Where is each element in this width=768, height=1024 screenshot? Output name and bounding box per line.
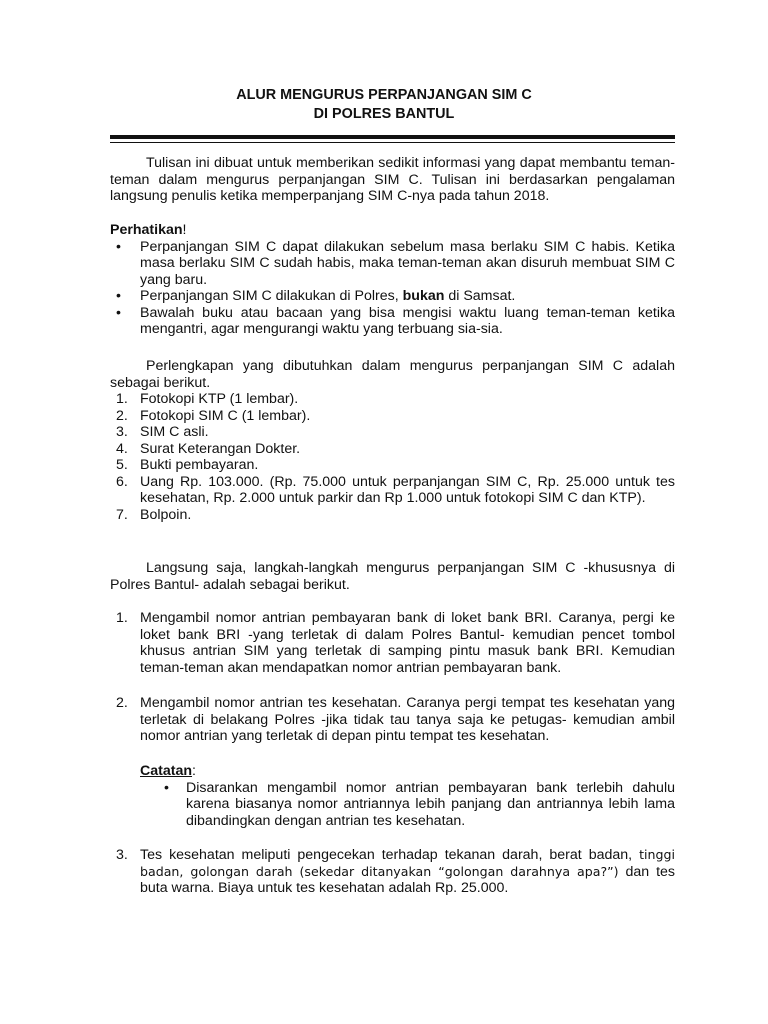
item-number: 5.	[116, 457, 128, 473]
step-text: Mengambil nomor antrian pembayaran bank di loket bank BRI. Caranya, pergi ke loket bank BRI -yang terletak di dalam Polres Bantul- kemudian pencet tombol khusus antrian SIM yang terletak di samping pintu masuk bank BRI. Kemudian teman-teman akan mendapatkan nomor antrian pembayaran bank.	[140, 610, 675, 676]
langkah-step-3	[110, 847, 675, 897]
item-number: 2.	[116, 407, 128, 424]
title-line-2: DI POLRES BANTUL	[313, 106, 455, 122]
item-number: 1.	[116, 391, 128, 407]
item-text: Bolpoin.	[140, 506, 192, 523]
perhatikan-heading: Perhatikan	[110, 222, 183, 238]
perhatikan-item-text: Bawalah buku atau bacaan yang bisa mengisi waktu luang teman-teman ketika mengantri, agar mengurangi waktu yang terbuang sia-sia.	[140, 304, 675, 337]
item-text: Fotokopi KTP (1 lembar).	[140, 391, 299, 407]
langkah-intro: Langsung saja, langkah-langkah mengurus perpanjangan SIM C -khususnya di Polres Bantul- adalah sebagai berikut.	[110, 560, 675, 593]
langkah-step-2	[110, 695, 675, 745]
step-text: Mengambil nomor antrian tes kesehatan. Caranya pergi tempat tes kesehatan yang terletak di belakang Polres -jika tidak tau tanya saja ke petugas- kemudian ambil nomor antrian yang terletak di depan pintu tempat tes kesehatan.	[140, 695, 675, 744]
bullet-icon: •	[116, 238, 121, 255]
catatan-heading-line	[110, 763, 675, 780]
perhatikan-item-2	[110, 288, 675, 305]
langkah-intro-section	[110, 560, 675, 593]
perlengkapan-item	[110, 507, 675, 524]
title-rule-thin	[110, 142, 675, 143]
perhatikan-item-text: Perpanjangan SIM C dilakukan di Polres, bukan di Samsat.	[140, 288, 516, 304]
perlengkapan-item	[110, 408, 675, 425]
perlengkapan-item	[110, 457, 675, 474]
emphasis-bukan: bukan	[402, 288, 445, 304]
perlengkapan-section	[110, 358, 675, 523]
perlengkapan-item	[110, 441, 675, 458]
catatan-section	[110, 763, 675, 829]
item-text: Surat Keterangan Dokter.	[140, 440, 301, 457]
bullet-icon: •	[116, 288, 121, 304]
intro-paragraph: Tulisan ini dibuat untuk memberikan sedikit informasi yang dapat membantu teman-teman dalam mengurus perpanjangan SIM C. Tulisan ini berdasarkan pengalaman langsung penulis ketika memperpanjang SIM C-nya pada tahun 2018.	[110, 155, 675, 204]
item-number: 7.	[116, 506, 128, 523]
perhatikan-item-1	[110, 239, 675, 289]
step-number: 1.	[116, 610, 128, 626]
perhatikan-item-text: Perpanjangan SIM C dapat dilakukan sebelum masa berlaku SIM C habis. Ketika masa berlaku SIM C sudah habis, maka teman-teman akan disuruh membuat SIM C yang baru.	[140, 238, 675, 288]
catatan-punct: :	[192, 763, 196, 779]
item-text: Fotokopi SIM C (1 lembar).	[140, 407, 311, 424]
step-number: 3.	[116, 847, 128, 863]
step-number: 2.	[116, 695, 128, 711]
catatan-item	[110, 780, 675, 830]
intro-section	[110, 155, 675, 205]
perhatikan-item-3	[110, 305, 675, 338]
title-rule-thick	[110, 135, 675, 139]
item-number: 6.	[116, 473, 128, 490]
item-text: SIM C asli.	[140, 424, 209, 440]
perhatikan-punct: !	[182, 222, 187, 238]
bullet-icon: •	[164, 779, 169, 796]
langkah-step-1	[110, 610, 675, 676]
catatan-heading: Catatan	[140, 763, 193, 779]
item-text: Bukti pembayaran.	[140, 457, 259, 473]
perlengkapan-intro: Perlengkapan yang dibutuhkan dalam mengurus perpanjangan SIM C adalah sebagai berikut.	[110, 358, 675, 391]
item-text: Uang Rp. 103.000. (Rp. 75.000 untuk perpanjangan SIM C, Rp. 25.000 untuk tes kesehatan, Rp. 2.000 untuk parkir dan Rp 1.000 untuk fotokopi SIM C dan KTP).	[140, 473, 675, 506]
perlengkapan-item	[110, 474, 675, 507]
catatan-item-text: Disarankan mengambil nomor antrian pembayaran bank terlebih dahulu karena biasanya nomor antriannya lebih panjang dan antriannya lebih lama dibandingkan dengan antrian tes kesehatan.	[186, 779, 675, 829]
perlengkapan-item	[110, 424, 675, 441]
step-text: Tes kesehatan meliputi pengecekan terhadap tekanan darah, berat badan, tinggi badan, golongan darah (sekedar ditanyakan “golongan darahnya apa?”) dan tes buta warna. Biaya untuk tes kesehatan adalah Rp. 25.000.	[140, 847, 676, 896]
perhatikan-section	[110, 222, 675, 338]
bullet-icon: •	[116, 304, 121, 321]
step-text-alt-font: tinggi badan, golongan darah (sekedar ditanyakan “golongan darahnya apa?”)	[140, 847, 675, 879]
perlengkapan-item	[110, 391, 675, 408]
perhatikan-heading-line	[110, 222, 675, 239]
item-number: 3.	[116, 424, 128, 440]
title-line-1: ALUR MENGURUS PERPANJANGAN SIM C	[236, 87, 532, 103]
item-number: 4.	[116, 440, 128, 457]
